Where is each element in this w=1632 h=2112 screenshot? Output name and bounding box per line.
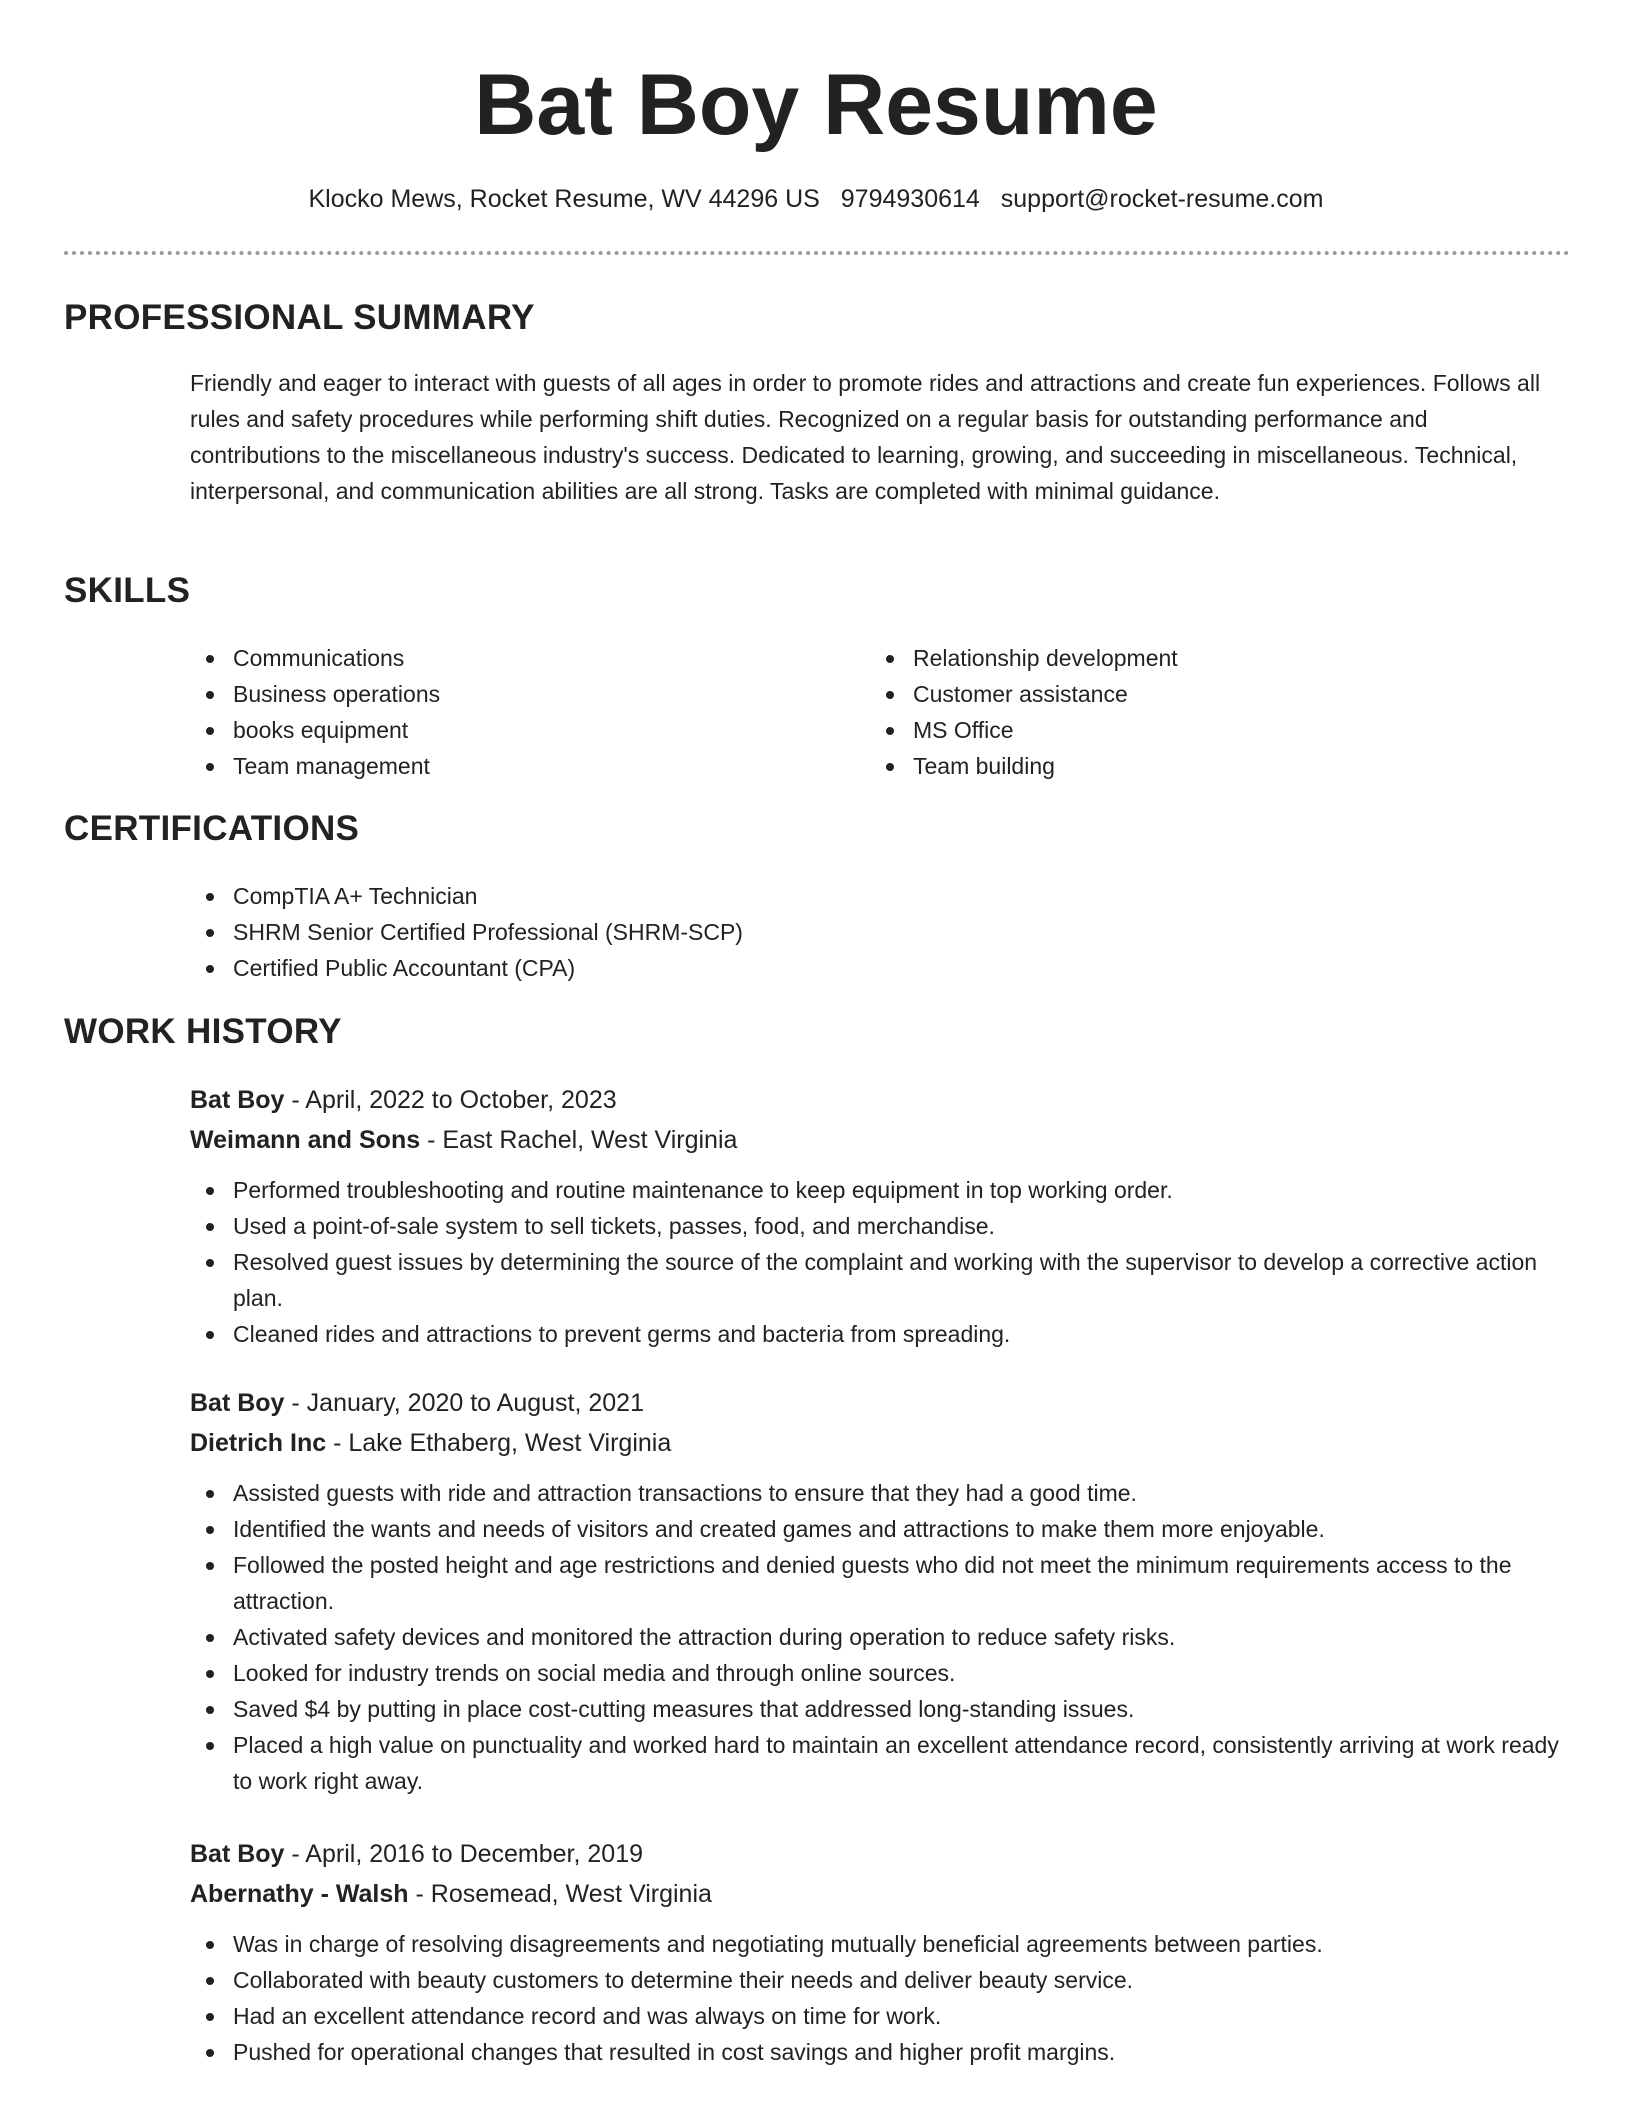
job-company-line: [190, 1423, 1565, 1463]
certifications-heading: CERTIFICATIONS: [64, 809, 360, 848]
skills-list-left: [190, 640, 830, 784]
job-duty: Placed a high value on punctuality and worked hard to maintain an excellent attendance record, consistently arriving at work ready to work right away.: [190, 1727, 1565, 1799]
skill-item: Team building: [870, 748, 1510, 784]
job-duty: Followed the posted height and age restrictions and denied guests who did not meet the minimum requirements access to the attraction.: [190, 1547, 1565, 1619]
job-dates: - April, 2022 to October, 2023: [284, 1086, 617, 1114]
job-duties-list: [190, 1475, 1565, 1799]
job-duty: Saved $4 by putting in place cost-cutting measures that addressed long-standing issues.: [190, 1691, 1565, 1727]
job-duty: Activated safety devices and monitored the attraction during operation to reduce safety risks.: [190, 1619, 1565, 1655]
work-history-heading: WORK HISTORY: [64, 1012, 342, 1051]
job-duty: Collaborated with beauty customers to determine their needs and deliver beauty service.: [190, 1962, 1565, 1998]
job-duty: Performed troubleshooting and routine maintenance to keep equipment in top working order.: [190, 1172, 1565, 1208]
contact-address: Klocko Mews, Rocket Resume, WV 44296 US: [308, 185, 820, 213]
header-divider: [64, 251, 1570, 255]
job-title-line: [190, 1383, 1565, 1423]
job-company: Weimann and Sons: [190, 1126, 421, 1154]
job-company: Abernathy - Walsh: [190, 1880, 409, 1908]
job-duty: Cleaned rides and attractions to prevent germs and bacteria from spreading.: [190, 1316, 1565, 1352]
job-title: Bat Boy: [190, 1840, 285, 1868]
skill-item: Communications: [190, 640, 830, 676]
skill-item: Business operations: [190, 676, 830, 712]
job-duty: Resolved guest issues by determining the source of the complaint and working with the supervisor to develop a corrective action plan.: [190, 1244, 1565, 1316]
certification-item: Certified Public Accountant (CPA): [190, 950, 1560, 986]
job-title-line: [190, 1080, 1565, 1120]
job-duty: Looked for industry trends on social media and through online sources.: [190, 1655, 1565, 1691]
skill-item: MS Office: [870, 712, 1510, 748]
job-duty: Identified the wants and needs of visitors and created games and attractions to make them more enjoyable.: [190, 1511, 1565, 1547]
job-duty: Had an excellent attendance record and was always on time for work.: [190, 1998, 1565, 2034]
skills-column-right: [870, 640, 1510, 784]
contact-phone: 9794930614: [840, 185, 980, 213]
job-company: Dietrich Inc: [190, 1429, 327, 1457]
job-entry: [190, 1834, 1565, 2070]
job-location: - Lake Ethaberg, West Virginia: [326, 1429, 672, 1457]
job-duty: Pushed for operational changes that resulted in cost savings and higher profit margins.: [190, 2034, 1565, 2070]
skill-item: Relationship development: [870, 640, 1510, 676]
job-duty: Assisted guests with ride and attraction transactions to ensure that they had a good time.: [190, 1475, 1565, 1511]
skills-column-left: [190, 640, 830, 784]
skill-item: Team management: [190, 748, 830, 784]
job-duties-list: [190, 1926, 1565, 2070]
job-location: - Rosemead, West Virginia: [408, 1880, 712, 1908]
skill-item: Customer assistance: [870, 676, 1510, 712]
job-entry: [190, 1383, 1565, 1799]
skill-item: books equipment: [190, 712, 830, 748]
job-duty: Was in charge of resolving disagreements and negotiating mutually beneficial agreements between parties.: [190, 1926, 1565, 1962]
job-company-line: [190, 1874, 1565, 1914]
skills-heading: SKILLS: [64, 571, 191, 610]
job-duty: Used a point-of-sale system to sell tickets, passes, food, and merchandise.: [190, 1208, 1565, 1244]
skills-list-right: [870, 640, 1510, 784]
certification-item: SHRM Senior Certified Professional (SHRM-SCP): [190, 914, 1560, 950]
job-title: Bat Boy: [190, 1389, 285, 1417]
certifications-block: [190, 878, 1560, 986]
job-title: Bat Boy: [190, 1086, 285, 1114]
contact-line: [0, 182, 1632, 216]
resume-name: Bat Boy Resume: [474, 57, 1158, 153]
job-dates: - January, 2020 to August, 2021: [284, 1389, 644, 1417]
certification-item: CompTIA A+ Technician: [190, 878, 1560, 914]
contact-email: support@rocket-resume.com: [1000, 185, 1324, 213]
summary-heading: PROFESSIONAL SUMMARY: [64, 298, 535, 337]
job-title-line: [190, 1834, 1565, 1874]
job-entry: [190, 1080, 1565, 1352]
certifications-list: [190, 878, 1560, 986]
job-duties-list: [190, 1172, 1565, 1352]
summary-text: Friendly and eager to interact with guests of all ages in order to promote rides and attractions and create fun experiences. Follows all rules and safety procedures while performing shift duties. Recognized on a regular basis for outstanding performance and contributions to the miscellaneous industry's success. Dedicated to learning, growing, and succeeding in miscellaneous. Technical, interpersonal, and communication abilities are all strong. Tasks are completed with minimal guidance.: [190, 370, 1541, 504]
job-company-line: [190, 1120, 1565, 1160]
job-location: - East Rachel, West Virginia: [420, 1126, 738, 1154]
job-dates: - April, 2016 to December, 2019: [284, 1840, 644, 1868]
